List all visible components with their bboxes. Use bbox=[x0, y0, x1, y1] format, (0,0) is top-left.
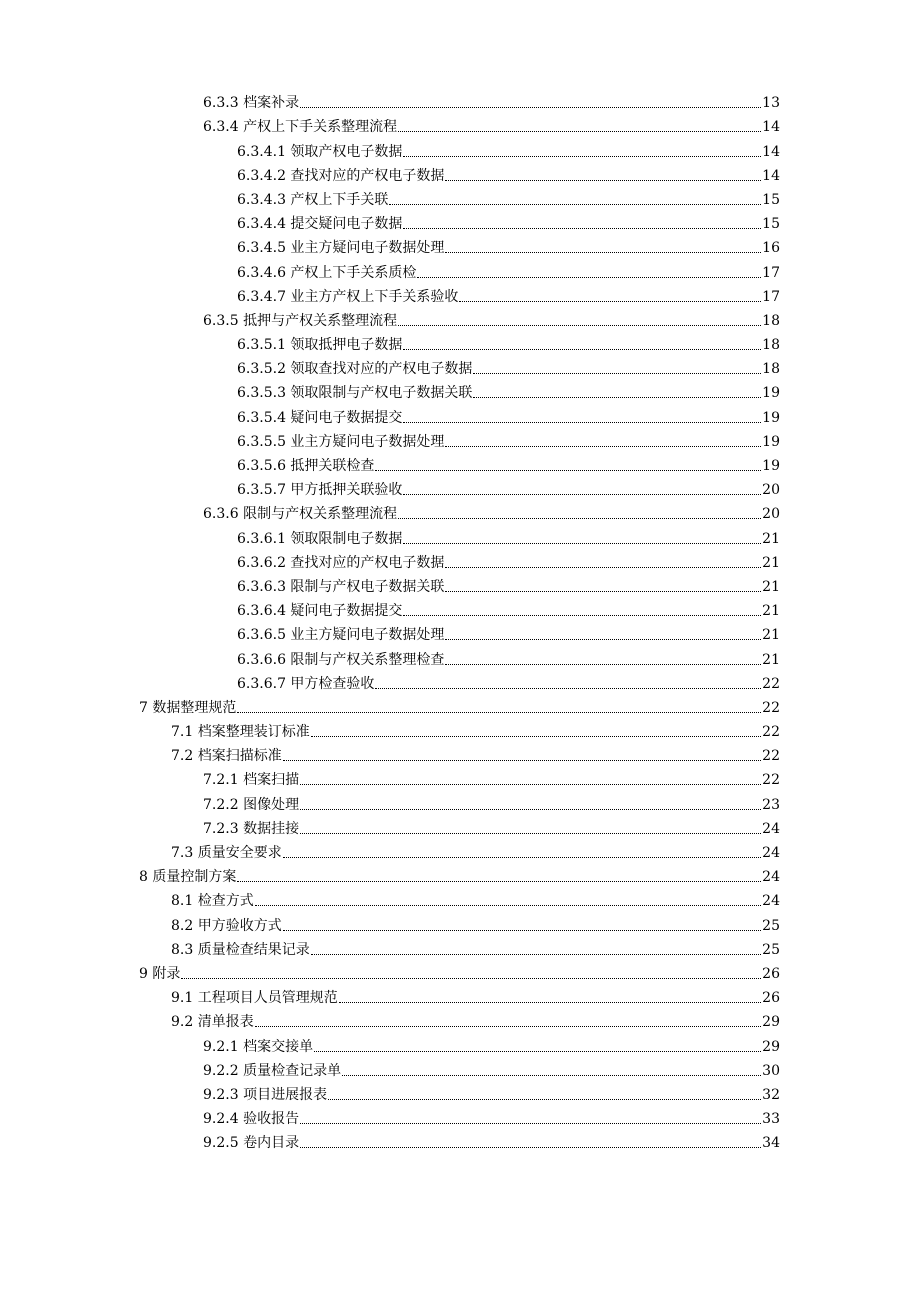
toc-entry-page-number: 18 bbox=[762, 337, 780, 354]
toc-entry-page-number: 24 bbox=[762, 869, 780, 886]
toc-entry-page-number: 19 bbox=[762, 433, 780, 450]
toc-entry-title: 9.2.1 档案交接单 bbox=[203, 1038, 314, 1055]
toc-entry-page-number: 26 bbox=[762, 990, 780, 1007]
toc-entry-title: 6.3.5 抵押与产权关系整理流程 bbox=[203, 312, 398, 329]
toc-entry[interactable] bbox=[0, 233, 920, 257]
toc-entry-page-number: 19 bbox=[762, 385, 780, 402]
toc-entry-title: 6.3.6.6 限制与产权关系整理检查 bbox=[237, 651, 445, 668]
toc-entry[interactable] bbox=[0, 572, 920, 596]
toc-entry[interactable] bbox=[0, 693, 920, 717]
toc-entry-title: 9.2.4 验收报告 bbox=[203, 1111, 300, 1128]
toc-entry-page-number: 25 bbox=[762, 941, 780, 958]
toc-dot-leader bbox=[283, 760, 761, 761]
toc-entry[interactable] bbox=[0, 765, 920, 789]
toc-entry-title: 6.3.5.7 甲方抵押关联验收 bbox=[237, 482, 403, 499]
toc-entry[interactable] bbox=[0, 185, 920, 209]
toc-entry-title: 6.3.4.6 产权上下手关系质检 bbox=[237, 264, 417, 281]
toc-entry-page-number: 13 bbox=[762, 95, 780, 112]
toc-entry-title: 7 数据整理规范 bbox=[139, 699, 237, 716]
toc-dot-leader bbox=[403, 156, 761, 157]
toc-entry-title: 8.2 甲方验收方式 bbox=[171, 917, 282, 934]
toc-entry-title: 9.2.5 卷内目录 bbox=[203, 1135, 300, 1152]
toc-entry[interactable] bbox=[0, 910, 920, 934]
toc-entry-page-number: 30 bbox=[762, 1062, 780, 1079]
toc-entry-title: 6.3.5.2 领取查找对应的产权电子数据 bbox=[237, 361, 473, 378]
toc-entry[interactable] bbox=[0, 354, 920, 378]
toc-dot-leader bbox=[398, 131, 761, 132]
toc-entry-page-number: 24 bbox=[762, 820, 780, 837]
toc-entry-page-number: 15 bbox=[762, 216, 780, 233]
toc-dot-leader bbox=[311, 736, 761, 737]
toc-entry-page-number: 22 bbox=[762, 724, 780, 741]
toc-entry-page-number: 19 bbox=[762, 458, 780, 474]
toc-entry[interactable] bbox=[0, 209, 920, 233]
toc-entry-title: 7.2.3 数据挂接 bbox=[203, 820, 300, 837]
toc-entry-page-number: 21 bbox=[762, 603, 780, 620]
toc-dot-leader bbox=[255, 1026, 761, 1027]
toc-entry[interactable] bbox=[0, 644, 920, 668]
toc-entry-title: 9.1 工程项目人员管理规范 bbox=[171, 990, 338, 1007]
toc-dot-leader bbox=[300, 1123, 761, 1124]
toc-entry-title: 7.2.1 档案扫描 bbox=[203, 772, 300, 789]
toc-entry[interactable] bbox=[0, 959, 920, 983]
toc-entry-page-number: 29 bbox=[762, 1014, 780, 1031]
toc-dot-leader bbox=[398, 518, 761, 519]
toc-dot-leader bbox=[473, 397, 761, 398]
toc-dot-leader bbox=[403, 228, 761, 229]
toc-entry-title: 9.2.2 质量检查记录单 bbox=[203, 1062, 342, 1079]
toc-entry-page-number: 34 bbox=[762, 1135, 780, 1152]
toc-entry[interactable] bbox=[0, 1007, 920, 1031]
toc-entry[interactable] bbox=[0, 475, 920, 499]
toc-entry-title: 6.3.6.3 限制与产权电子数据关联 bbox=[237, 578, 445, 595]
toc-entry-page-number: 22 bbox=[762, 772, 780, 789]
toc-entry[interactable] bbox=[0, 886, 920, 910]
toc-entry-title: 6.3.5.5 业主方疑问电子数据处理 bbox=[237, 433, 445, 450]
toc-entry-page-number: 22 bbox=[762, 699, 780, 716]
toc-dot-leader bbox=[283, 930, 761, 931]
toc-entry[interactable] bbox=[0, 523, 920, 547]
toc-dot-leader bbox=[403, 543, 761, 544]
toc-dot-leader bbox=[375, 470, 761, 471]
toc-entry-title: 6.3.4.2 查找对应的产权电子数据 bbox=[237, 167, 445, 184]
toc-entry[interactable] bbox=[0, 1080, 920, 1104]
toc-entry-page-number: 16 bbox=[762, 240, 780, 257]
toc-entry[interactable] bbox=[0, 935, 920, 959]
toc-dot-leader bbox=[403, 615, 761, 616]
toc-entry-title: 7.1 档案整理装订标准 bbox=[171, 724, 310, 741]
toc-entry-page-number: 17 bbox=[762, 288, 780, 305]
toc-entry[interactable] bbox=[0, 789, 920, 813]
toc-entry-page-number: 33 bbox=[762, 1111, 780, 1128]
toc-entry-title: 7.2.2 图像处理 bbox=[203, 796, 300, 813]
toc-dot-leader bbox=[417, 277, 761, 278]
toc-dot-leader bbox=[283, 857, 761, 858]
toc-entry[interactable] bbox=[0, 1031, 920, 1055]
toc-entry-title: 7.3 质量安全要求 bbox=[171, 845, 282, 861]
toc-entry-title: 6.3.4.4 提交疑问电子数据 bbox=[237, 216, 403, 233]
toc-entry[interactable] bbox=[0, 257, 920, 281]
toc-entry[interactable] bbox=[0, 282, 920, 306]
toc-entry-page-number: 21 bbox=[762, 578, 780, 595]
toc-entry-title: 7.2 档案扫描标准 bbox=[171, 748, 282, 765]
toc-entry-title: 6.3.4 产权上下手关系整理流程 bbox=[203, 119, 398, 136]
toc-dot-leader bbox=[403, 349, 761, 350]
toc-dot-leader bbox=[445, 252, 761, 253]
toc-entry[interactable] bbox=[0, 306, 920, 330]
toc-entry[interactable] bbox=[0, 741, 920, 765]
table-of-contents bbox=[0, 88, 920, 1152]
toc-entry-title: 8 质量控制方案 bbox=[139, 869, 237, 886]
toc-entry[interactable] bbox=[0, 1128, 920, 1152]
toc-entry-title: 6.3.4.5 业主方疑问电子数据处理 bbox=[237, 240, 445, 257]
toc-entry[interactable] bbox=[0, 161, 920, 185]
toc-entry-page-number: 20 bbox=[762, 482, 780, 499]
toc-dot-leader bbox=[342, 1075, 761, 1076]
toc-dot-leader bbox=[314, 1051, 761, 1052]
toc-dot-leader bbox=[237, 881, 761, 882]
toc-entry-page-number: 22 bbox=[762, 748, 780, 765]
toc-entry-title: 6.3.6 限制与产权关系整理流程 bbox=[203, 506, 398, 523]
toc-entry[interactable] bbox=[0, 983, 920, 1007]
toc-entry[interactable] bbox=[0, 88, 920, 112]
toc-entry-page-number: 21 bbox=[762, 530, 780, 547]
toc-dot-leader bbox=[389, 204, 761, 205]
toc-entry[interactable] bbox=[0, 862, 920, 886]
toc-dot-leader bbox=[445, 180, 761, 181]
toc-entry[interactable] bbox=[0, 1104, 920, 1128]
toc-entry[interactable] bbox=[0, 814, 920, 838]
toc-dot-leader bbox=[445, 591, 761, 592]
toc-dot-leader bbox=[375, 688, 761, 689]
toc-entry-title: 9 附录 bbox=[139, 965, 181, 982]
toc-entry-title: 6.3.5.6 抵押关联检查 bbox=[237, 458, 375, 474]
toc-dot-leader bbox=[328, 1099, 761, 1100]
toc-dot-leader bbox=[300, 107, 761, 108]
toc-dot-leader bbox=[445, 664, 761, 665]
toc-entry-page-number: 19 bbox=[762, 409, 780, 426]
toc-entry-title: 6.3.5.1 领取抵押电子数据 bbox=[237, 337, 403, 354]
toc-entry-page-number: 24 bbox=[762, 893, 780, 910]
toc-entry[interactable] bbox=[0, 548, 920, 572]
toc-dot-leader bbox=[181, 978, 761, 979]
toc-dot-leader bbox=[473, 373, 761, 374]
toc-dot-leader bbox=[311, 954, 761, 955]
toc-entry[interactable] bbox=[0, 136, 920, 160]
toc-entry-title: 6.3.6.2 查找对应的产权电子数据 bbox=[237, 554, 445, 571]
toc-entry[interactable] bbox=[0, 838, 920, 862]
toc-entry-title: 6.3.4.3 产权上下手关联 bbox=[237, 191, 389, 208]
toc-entry[interactable] bbox=[0, 112, 920, 136]
toc-entry-page-number: 21 bbox=[762, 651, 780, 668]
toc-entry-title: 8.1 检查方式 bbox=[171, 893, 254, 910]
toc-dot-leader bbox=[300, 1147, 761, 1148]
toc-entry[interactable] bbox=[0, 451, 920, 475]
toc-entry-title: 6.3.5.4 疑问电子数据提交 bbox=[237, 409, 403, 426]
toc-dot-leader bbox=[403, 422, 761, 423]
toc-entry-page-number: 32 bbox=[762, 1086, 780, 1103]
toc-entry[interactable] bbox=[0, 499, 920, 523]
toc-entry[interactable] bbox=[0, 669, 920, 693]
toc-entry-title: 6.3.6.7 甲方检查验收 bbox=[237, 675, 375, 692]
toc-entry-title: 6.3.4.7 业主方产权上下手关系验收 bbox=[237, 288, 459, 305]
toc-dot-leader bbox=[445, 639, 761, 640]
toc-dot-leader bbox=[300, 833, 761, 834]
toc-entry-page-number: 20 bbox=[762, 506, 780, 523]
toc-entry-title: 6.3.5.3 领取限制与产权电子数据关联 bbox=[237, 385, 473, 402]
toc-entry-page-number: 24 bbox=[762, 845, 780, 861]
toc-entry-page-number: 18 bbox=[762, 361, 780, 378]
toc-entry[interactable] bbox=[0, 378, 920, 402]
toc-entry-page-number: 15 bbox=[762, 191, 780, 208]
toc-dot-leader bbox=[339, 1002, 761, 1003]
toc-dot-leader bbox=[398, 325, 761, 326]
toc-dot-leader bbox=[445, 446, 761, 447]
toc-entry[interactable] bbox=[0, 427, 920, 451]
toc-entry[interactable] bbox=[0, 402, 920, 426]
toc-dot-leader bbox=[459, 301, 761, 302]
toc-entry-page-number: 14 bbox=[762, 119, 780, 136]
toc-entry-page-number: 23 bbox=[762, 796, 780, 813]
toc-entry-title: 8.3 质量检查结果记录 bbox=[171, 941, 310, 958]
toc-dot-leader bbox=[300, 784, 761, 785]
toc-entry-title: 9.2.3 项目进展报表 bbox=[203, 1086, 328, 1103]
toc-entry[interactable] bbox=[0, 1056, 920, 1080]
toc-entry[interactable] bbox=[0, 620, 920, 644]
toc-entry-page-number: 18 bbox=[762, 312, 780, 329]
toc-entry-page-number: 25 bbox=[762, 917, 780, 934]
toc-entry-page-number: 26 bbox=[762, 965, 780, 982]
toc-dot-leader bbox=[403, 494, 761, 495]
toc-entry-title: 6.3.3 档案补录 bbox=[203, 95, 300, 112]
toc-entry-page-number: 21 bbox=[762, 627, 780, 644]
toc-entry[interactable] bbox=[0, 717, 920, 741]
toc-entry-title: 6.3.6.5 业主方疑问电子数据处理 bbox=[237, 627, 445, 644]
toc-entry[interactable] bbox=[0, 596, 920, 620]
toc-entry-page-number: 29 bbox=[762, 1038, 780, 1055]
toc-entry-title: 6.3.6.4 疑问电子数据提交 bbox=[237, 603, 403, 620]
toc-dot-leader bbox=[237, 712, 761, 713]
toc-entry-page-number: 22 bbox=[762, 675, 780, 692]
toc-entry-page-number: 14 bbox=[762, 143, 780, 160]
toc-entry-title: 6.3.4.1 领取产权电子数据 bbox=[237, 143, 403, 160]
toc-entry-title: 6.3.6.1 领取限制电子数据 bbox=[237, 530, 403, 547]
toc-entry-page-number: 14 bbox=[762, 167, 780, 184]
toc-entry-page-number: 17 bbox=[762, 264, 780, 281]
toc-entry[interactable] bbox=[0, 330, 920, 354]
toc-dot-leader bbox=[255, 905, 761, 906]
toc-entry-title: 9.2 清单报表 bbox=[171, 1014, 254, 1031]
toc-dot-leader bbox=[300, 809, 761, 810]
toc-entry-page-number: 21 bbox=[762, 554, 780, 571]
toc-dot-leader bbox=[445, 567, 761, 568]
